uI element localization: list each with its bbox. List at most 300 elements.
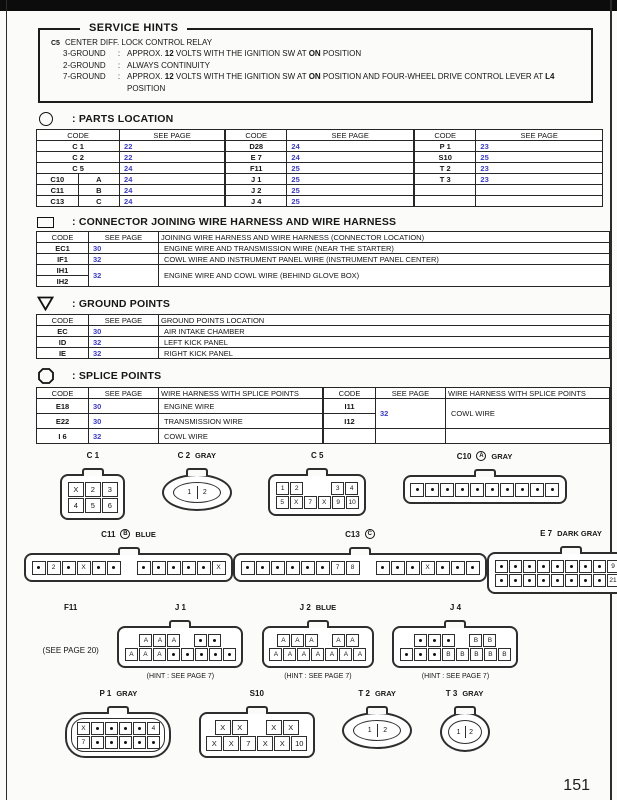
connector-code: J 1	[174, 603, 186, 613]
page-cell: 32	[89, 254, 159, 265]
header-desc: JOINING WIRE HARNESS AND WIRE HARNESS (CONNECTOR LOCATION)	[159, 232, 610, 243]
parts-row	[415, 174, 603, 185]
ground-points-title: : GROUND POINTS	[72, 297, 171, 310]
pin-cell: 7	[331, 561, 345, 575]
pin-cell: 1	[453, 726, 465, 738]
parts-row	[415, 152, 603, 163]
pin-dot	[537, 574, 550, 587]
pin-row	[76, 721, 160, 735]
parts-location-section-header	[36, 112, 603, 126]
pin-dot	[197, 561, 211, 575]
code-cell: I11	[324, 399, 376, 414]
see-page-cell	[476, 196, 603, 207]
connector-latch	[107, 706, 129, 714]
pin-cell: 3	[102, 482, 118, 497]
desc-cell: LEFT KICK PANEL	[159, 337, 610, 348]
pin-dot	[593, 574, 606, 587]
connector-variant-badge: C	[365, 529, 375, 539]
connector-label	[450, 603, 461, 612]
pin-cell: A	[311, 648, 324, 661]
header-row	[37, 315, 610, 326]
header-page: SEE PAGE	[376, 388, 446, 399]
code-cell: I12	[324, 414, 376, 429]
pin-dot	[209, 648, 222, 661]
pin-cell: 8	[346, 561, 360, 575]
connector-latch	[118, 547, 140, 555]
connector-latch	[560, 546, 582, 554]
connector-c2	[162, 451, 232, 511]
connector-label	[311, 451, 323, 460]
header-row	[226, 130, 414, 141]
pin-dot	[523, 560, 536, 573]
pin-cell: X	[232, 720, 248, 735]
pin-cell: A	[125, 648, 138, 661]
connector-latch	[349, 547, 371, 555]
parts-row	[415, 185, 603, 196]
page-cell: 30	[89, 399, 159, 414]
connector-pin-grid	[353, 720, 401, 741]
connector-code: T 3	[445, 689, 458, 699]
see-page-cell: 23	[476, 141, 603, 152]
pin-cell: A	[353, 648, 366, 661]
see-page-cell: 23	[476, 163, 603, 174]
see-page-cell: 25	[287, 196, 414, 207]
pin-cell: 7	[304, 496, 317, 509]
connector-label	[358, 689, 396, 698]
splice-points-table-left	[36, 387, 323, 444]
pin-row	[67, 497, 118, 513]
connector-variant-badge: B	[120, 529, 130, 539]
pin-cell: 9	[607, 560, 617, 573]
connector-code: F11	[64, 603, 78, 613]
connector-f11	[43, 603, 99, 655]
connector-pin-grid	[494, 559, 617, 587]
see-page-cell: 24	[287, 141, 414, 152]
connector-c10	[403, 451, 567, 504]
connector-joining-table-grid	[36, 231, 610, 287]
connector-shell	[487, 552, 617, 594]
pin-cell: 6	[102, 498, 118, 513]
pin-gap	[456, 634, 468, 647]
header-desc: WIRE HARNESS WITH SPLICE POINTS	[159, 388, 323, 399]
connector-pin-grid	[173, 482, 221, 503]
pin-dot	[593, 560, 606, 573]
pin-dot	[551, 574, 564, 587]
connector-code: S10	[249, 689, 264, 699]
header-code: CODE	[37, 130, 120, 141]
connector-code: C 1	[86, 451, 100, 461]
pin-cell: A	[332, 634, 345, 647]
connector-row-3	[24, 603, 603, 680]
parts-row	[37, 174, 225, 185]
header-see-page: SEE PAGE	[120, 130, 225, 141]
pin-dot	[91, 722, 104, 735]
connector-shell	[233, 553, 487, 582]
pin-cell: 2	[290, 482, 303, 495]
page-cell: 32	[89, 348, 159, 359]
connector-c1	[60, 451, 125, 520]
pin-cell: X	[274, 736, 290, 751]
connector-variant-badge: A	[476, 451, 486, 461]
connector-shell	[262, 626, 374, 668]
code-cell: EC	[37, 326, 89, 337]
pin-dot	[425, 483, 439, 497]
connector-t3	[440, 689, 490, 752]
pin-dot	[271, 561, 285, 575]
connector-label	[175, 603, 186, 612]
table-row	[37, 399, 323, 414]
connector-j1	[117, 603, 243, 680]
connector-label	[540, 529, 602, 538]
pin-dot	[565, 574, 578, 587]
connector-latch	[474, 469, 496, 477]
connector-joining-section-header	[36, 216, 603, 228]
pin-cell: X	[77, 722, 90, 735]
connector-label	[178, 451, 216, 460]
connector-code: J 4	[449, 603, 462, 613]
connector-pin-grid	[410, 482, 560, 497]
connector-pin-grid	[67, 481, 118, 513]
pin-dot	[301, 561, 315, 575]
parts-row	[37, 185, 225, 196]
pin-row	[182, 486, 212, 499]
see-page-cell: 25	[287, 163, 414, 174]
parts-row	[226, 163, 414, 174]
code-cell: IH1	[37, 265, 89, 276]
code-cell: E 7	[226, 152, 287, 163]
code-cell: J 2	[226, 185, 287, 196]
pin-cell: 7	[240, 736, 256, 751]
connector-pin-grid	[31, 560, 226, 575]
pin-cell: X	[77, 561, 91, 575]
pin-dot	[530, 483, 544, 497]
connector-shell	[342, 712, 412, 749]
code-cell: C 2	[37, 152, 120, 163]
pin-dot	[485, 483, 499, 497]
connector-latch	[306, 468, 328, 476]
page-cell: 32	[89, 265, 159, 287]
pin-cell: A	[153, 648, 166, 661]
desc-cell	[446, 429, 610, 444]
hint-terminal: 3-GROUND	[63, 49, 106, 58]
code-cell: P 1	[415, 141, 476, 152]
see-page-cell	[476, 185, 603, 196]
service-hint-lines	[49, 48, 583, 94]
code-cell: F11	[226, 163, 287, 174]
code-cell: T 3	[415, 174, 476, 185]
pin-dot	[509, 560, 522, 573]
pin-cell: 2	[377, 724, 392, 737]
connector-j4	[392, 603, 518, 680]
connector-pin-grid	[399, 633, 511, 661]
parts-location-group-3	[414, 129, 603, 207]
pin-dot	[451, 561, 465, 575]
pin-dot	[62, 561, 76, 575]
desc-cell: ENGINE WIRE	[159, 399, 323, 414]
connector-color-note: GRAY	[374, 689, 396, 699]
pin-gap	[122, 561, 136, 575]
pin-dot	[256, 561, 270, 575]
connector-shell	[24, 553, 233, 582]
connector-color-note: DARK GRAY	[557, 529, 602, 539]
pin-row	[240, 560, 480, 575]
pin-dot	[495, 560, 508, 573]
pin-gap	[304, 482, 330, 495]
page-number: 151	[563, 777, 590, 794]
pin-cell: 2	[465, 726, 477, 738]
pin-dot	[523, 574, 536, 587]
connector-hint: (HINT : SEE PAGE 7)	[146, 673, 215, 681]
pin-row	[76, 735, 160, 749]
hint-separator: :	[117, 60, 121, 70]
pin-cell: A	[139, 634, 152, 647]
pin-row	[269, 647, 367, 661]
pin-row	[31, 560, 226, 575]
pin-dot	[406, 561, 420, 575]
code-cell	[324, 429, 376, 444]
pin-gap	[249, 720, 265, 735]
connector-p1	[65, 689, 171, 758]
pin-gap	[361, 561, 375, 575]
service-hints-title: SERVICE HINTS	[80, 22, 187, 34]
pin-dot	[400, 648, 413, 661]
pin-cell: A	[325, 648, 338, 661]
pin-gap	[319, 634, 331, 647]
connector-label	[64, 603, 77, 612]
pin-cell: 1	[276, 482, 289, 495]
pin-dot	[167, 561, 181, 575]
pin-cell: A	[283, 648, 296, 661]
code-variant-cell: C	[78, 196, 119, 207]
splice-points-right-grid	[323, 387, 610, 444]
table-row	[37, 243, 610, 254]
pin-cell: A	[269, 648, 282, 661]
header-code: CODE	[37, 315, 89, 326]
pin-dot	[470, 483, 484, 497]
pin-dot	[551, 560, 564, 573]
connector-code: C 5	[310, 451, 324, 461]
desc-cell: COWL WIRE AND INSTRUMENT PANEL WIRE (INSTRUMENT PANEL CENTER)	[159, 254, 610, 265]
pin-cell: B	[442, 648, 455, 661]
header-see-page: SEE PAGE	[476, 130, 603, 141]
pin-cell: B	[456, 648, 469, 661]
page-cell: 30	[89, 414, 159, 429]
hint-separator: :	[117, 49, 121, 58]
pin-dot	[152, 561, 166, 575]
parts-row	[226, 152, 414, 163]
parts-row	[415, 196, 603, 207]
desc-cell: COWL WIRE	[159, 429, 323, 444]
pin-cell: 9	[332, 496, 345, 509]
header-page: SEE PAGE	[89, 388, 159, 399]
header-row	[37, 232, 610, 243]
code-cell: T 2	[415, 163, 476, 174]
pin-cell: X	[283, 720, 299, 735]
see-page-cell: 24	[120, 185, 225, 196]
pin-dot	[515, 483, 529, 497]
circle-outline-icon	[36, 112, 55, 126]
connector-c13	[233, 529, 487, 582]
connector-shell	[440, 712, 490, 752]
pin-dot	[428, 634, 441, 647]
connector-code: J 2	[299, 603, 311, 613]
pin-row	[494, 573, 617, 587]
pin-cell: 1	[362, 724, 377, 737]
pin-cell: 1	[182, 486, 197, 499]
pin-cell: X	[215, 720, 231, 735]
rectangle-outline-icon	[36, 217, 55, 228]
pin-cell: 5	[276, 496, 289, 509]
pin-cell: 2	[47, 561, 61, 575]
page-cell: 32	[89, 337, 159, 348]
see-page-cell: 24	[120, 163, 225, 174]
hint-terminal: 2-GROUND	[63, 60, 106, 70]
connector-hint: (HINT : SEE PAGE 7)	[284, 673, 352, 681]
parts-row	[37, 152, 225, 163]
connector-code: C11	[101, 529, 116, 539]
code-variant-cell: A	[78, 174, 119, 185]
parts-location-group-1	[36, 129, 225, 207]
code-cell: C 1	[37, 141, 120, 152]
pin-cell: 10	[346, 496, 359, 509]
parts-row	[226, 196, 414, 207]
connector-pin-grid	[206, 719, 308, 751]
desc-cell: COWL WIRE	[446, 399, 610, 429]
pin-dot	[455, 483, 469, 497]
header-row	[37, 388, 323, 399]
connector-joining-title: : CONNECTOR JOINING WIRE HARNESS AND WIRE HARNESS	[72, 216, 397, 229]
header-row	[37, 130, 225, 141]
connector-label	[250, 689, 264, 698]
pin-cell: X	[212, 561, 226, 575]
pin-cell: A	[339, 648, 352, 661]
parts-location-table	[36, 129, 603, 207]
service-hint-line	[63, 60, 583, 72]
code-cell: ID	[37, 337, 89, 348]
pin-row	[67, 481, 118, 497]
connector-code: T 2	[358, 689, 370, 699]
table-row	[37, 254, 610, 265]
connector-joining-table	[24, 231, 603, 287]
pin-cell: A	[291, 634, 304, 647]
header-code: CODE	[37, 388, 89, 399]
pin-dot	[147, 736, 160, 749]
header-code: CODE	[415, 130, 476, 141]
connector-e7	[487, 529, 617, 594]
pin-dot	[428, 648, 441, 661]
pin-row	[410, 482, 560, 497]
code-cell: I 6	[37, 429, 89, 444]
connector-s10	[199, 689, 315, 758]
header-page: SEE PAGE	[89, 232, 159, 243]
code-cell	[415, 196, 476, 207]
table-row	[37, 348, 610, 359]
connector-code: E 7	[540, 529, 553, 539]
connector-label	[345, 529, 375, 539]
pin-row	[399, 647, 511, 661]
parts-row	[37, 141, 225, 152]
see-page-cell: 22	[120, 141, 225, 152]
see-page-cell: 24	[287, 152, 414, 163]
pin-dot	[181, 648, 194, 661]
code-cell: IE	[37, 348, 89, 359]
pin-dot	[579, 560, 592, 573]
connector-label	[101, 529, 156, 539]
code-cell: J 4	[226, 196, 287, 207]
connector-latch	[444, 620, 466, 628]
page-top-border	[0, 0, 617, 11]
code-cell: J 1	[226, 174, 287, 185]
connector-shell	[60, 474, 125, 520]
pin-gap	[181, 634, 193, 647]
code-cell: C13	[37, 196, 79, 207]
connector-row-4	[24, 689, 603, 758]
connector-color-note: GRAY	[491, 451, 513, 461]
pin-dot	[466, 561, 480, 575]
code-cell: IH2	[37, 276, 89, 287]
splice-points-left-grid	[36, 387, 323, 444]
pin-row	[453, 726, 477, 738]
parts-location-title: : PARTS LOCATION	[72, 113, 174, 126]
pin-cell: X	[206, 736, 222, 751]
pin-dot	[223, 648, 236, 661]
pin-row	[399, 633, 511, 647]
pin-cell: B	[483, 634, 496, 647]
pin-cell: 5	[85, 498, 101, 513]
pin-dot	[565, 560, 578, 573]
pin-cell: B	[469, 634, 482, 647]
connector-label	[99, 689, 137, 698]
page-left-border	[6, 0, 7, 800]
pin-dot	[91, 736, 104, 749]
pin-cell: 7	[77, 736, 90, 749]
page-cell: 30	[89, 243, 159, 254]
pin-cell: 2	[85, 482, 101, 497]
pin-dot	[137, 561, 151, 575]
pin-dot	[105, 736, 118, 749]
hint-description: ALWAYS CONTINUITY	[127, 60, 210, 70]
pin-dot	[92, 561, 106, 575]
parts-location-group-2	[225, 129, 414, 207]
connector-shell	[162, 474, 232, 511]
desc-cell: ENGINE WIRE AND TRANSMISSION WIRE (NEAR THE STARTER)	[159, 243, 610, 254]
ground-points-table	[24, 314, 603, 359]
connector-latch	[454, 706, 476, 714]
pin-row	[206, 735, 308, 751]
connector-shell	[65, 712, 171, 758]
page-cell: 32	[89, 429, 159, 444]
pin-cell: X	[318, 496, 331, 509]
table-row	[37, 265, 610, 276]
pin-dot	[436, 561, 450, 575]
desc-cell: AIR INTAKE CHAMBER	[159, 326, 610, 337]
pin-dot	[495, 574, 508, 587]
page-content	[8, 11, 617, 800]
connector-color-note: GRAY	[195, 451, 216, 461]
connector-latch	[366, 706, 388, 714]
relay-name: CENTER DIFF. LOCK CONTROL RELAY	[64, 38, 213, 47]
see-page-cell: 22	[120, 152, 225, 163]
ground-points-table-grid	[36, 314, 610, 359]
connector-latch	[186, 468, 208, 476]
pin-dot	[286, 561, 300, 575]
pin-cell: B	[470, 648, 483, 661]
pin-dot	[32, 561, 46, 575]
connector-pin-grid	[275, 481, 359, 509]
table-row	[37, 414, 323, 429]
pin-row	[269, 633, 367, 647]
connector-shell	[403, 475, 567, 504]
